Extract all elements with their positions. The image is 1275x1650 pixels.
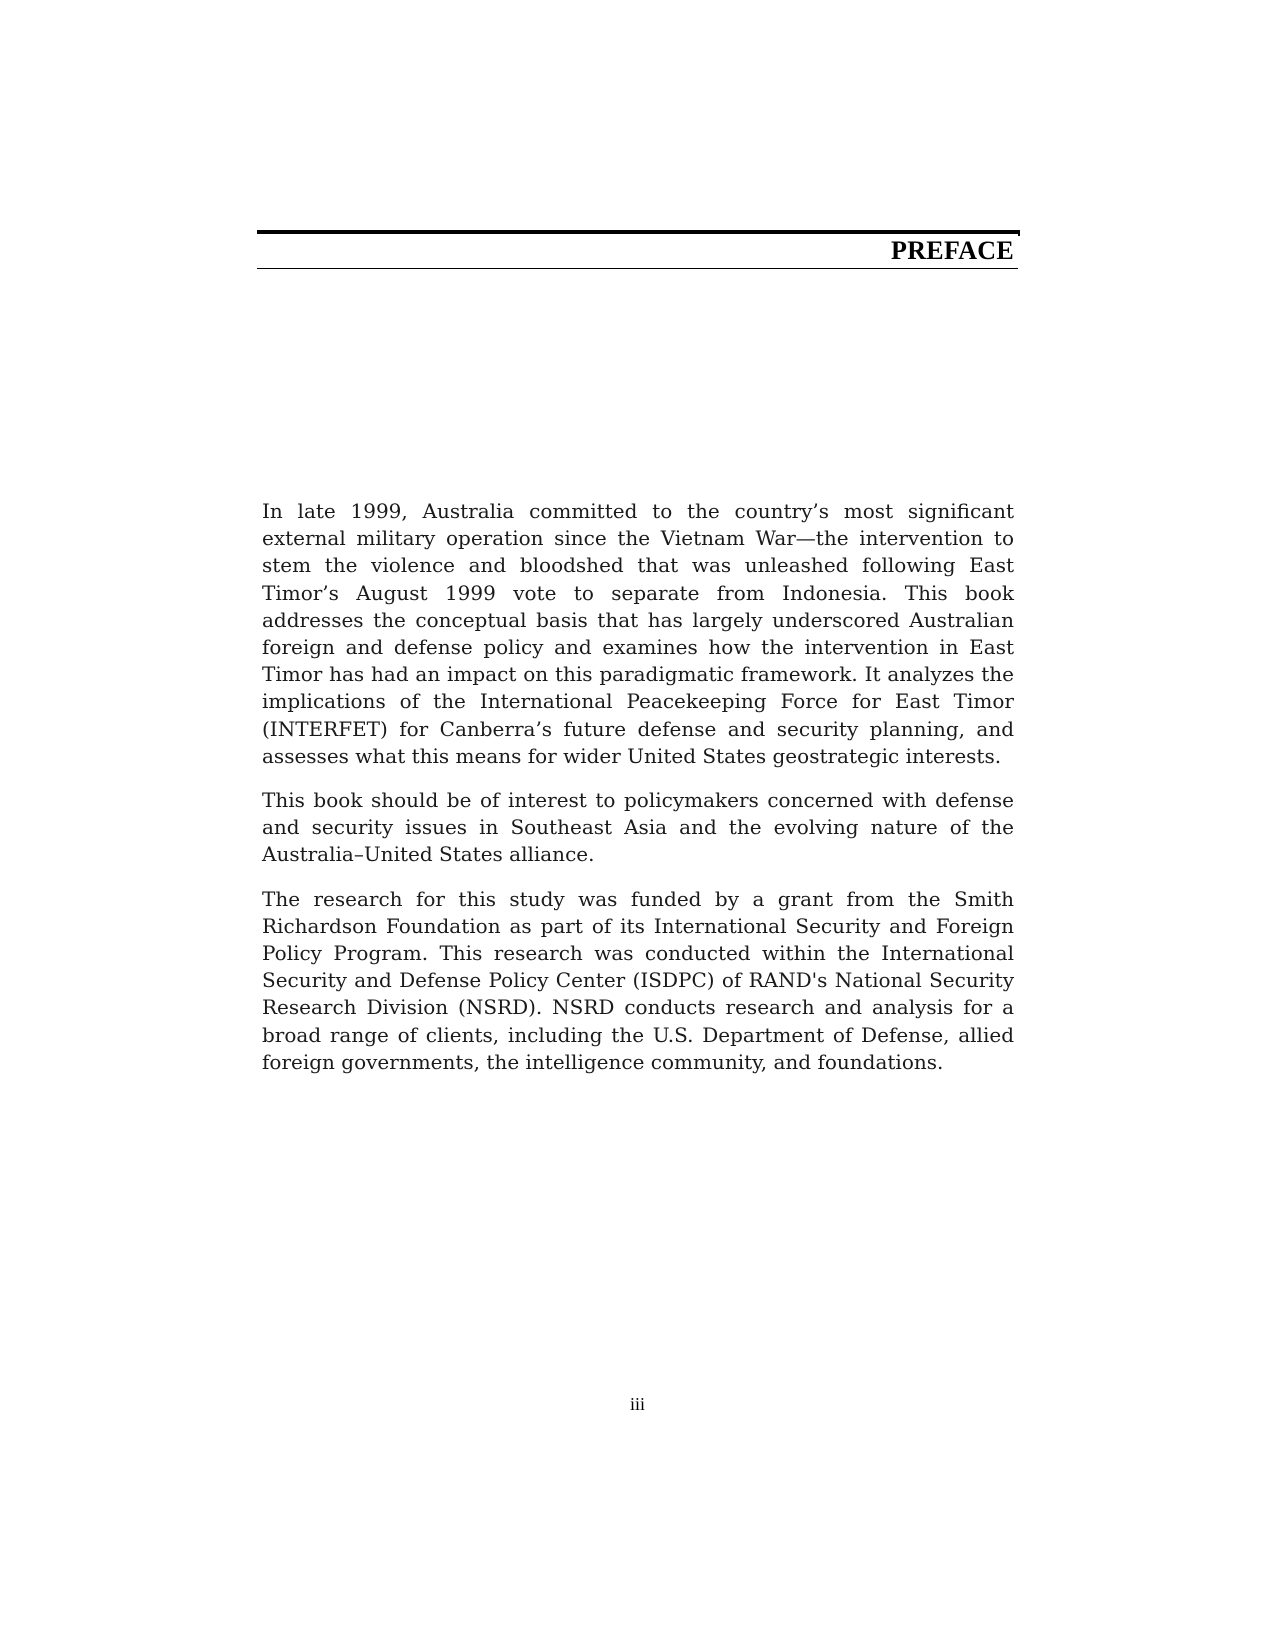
paragraph-funding: The research for this study was funded by a grant from the Smith Richardson Foundation as part of its International Security and Foreign Policy Program. This research was conducted within the International Security and Defense Policy Center (ISDPC) of RAND's National Security Research Division (NSRD). NSRD conducts research and analysis for a broad range of clients, including the U.S. Department of Defense, allied foreign governments, the intelligence community, and foundations. [262, 886, 1014, 1074]
preface-body [262, 498, 1014, 1093]
page-title: PREFACE [891, 236, 1014, 265]
header-rule-bottom [257, 268, 1018, 269]
header-rule-top [257, 230, 1018, 234]
paragraph-intervention: In late 1999, Australia committed to the country’s most significant external military operation since the Vietnam War—the intervention to stem the violence and bloodshed that was unleashed following East Timor’s August 1999 vote to separate from Indonesia. This book addresses the conceptual basis that has largely underscored Australian foreign and defense policy and examines how the intervention in East Timor has had an impact on this paradigmatic framework. It analyzes the implications of the International Peacekeeping Force for East Timor (INTERFET) for Canberra’s future defense and security planning, and assesses what this means for wider United States geostrategic interests. [262, 499, 1014, 768]
page-number: iii [629, 1394, 645, 1414]
paragraph-audience: This book should be of interest to policymakers concerned with defense and security issues in Southeast Asia and the evolving nature of the Australia–United States alliance. [262, 788, 1014, 867]
